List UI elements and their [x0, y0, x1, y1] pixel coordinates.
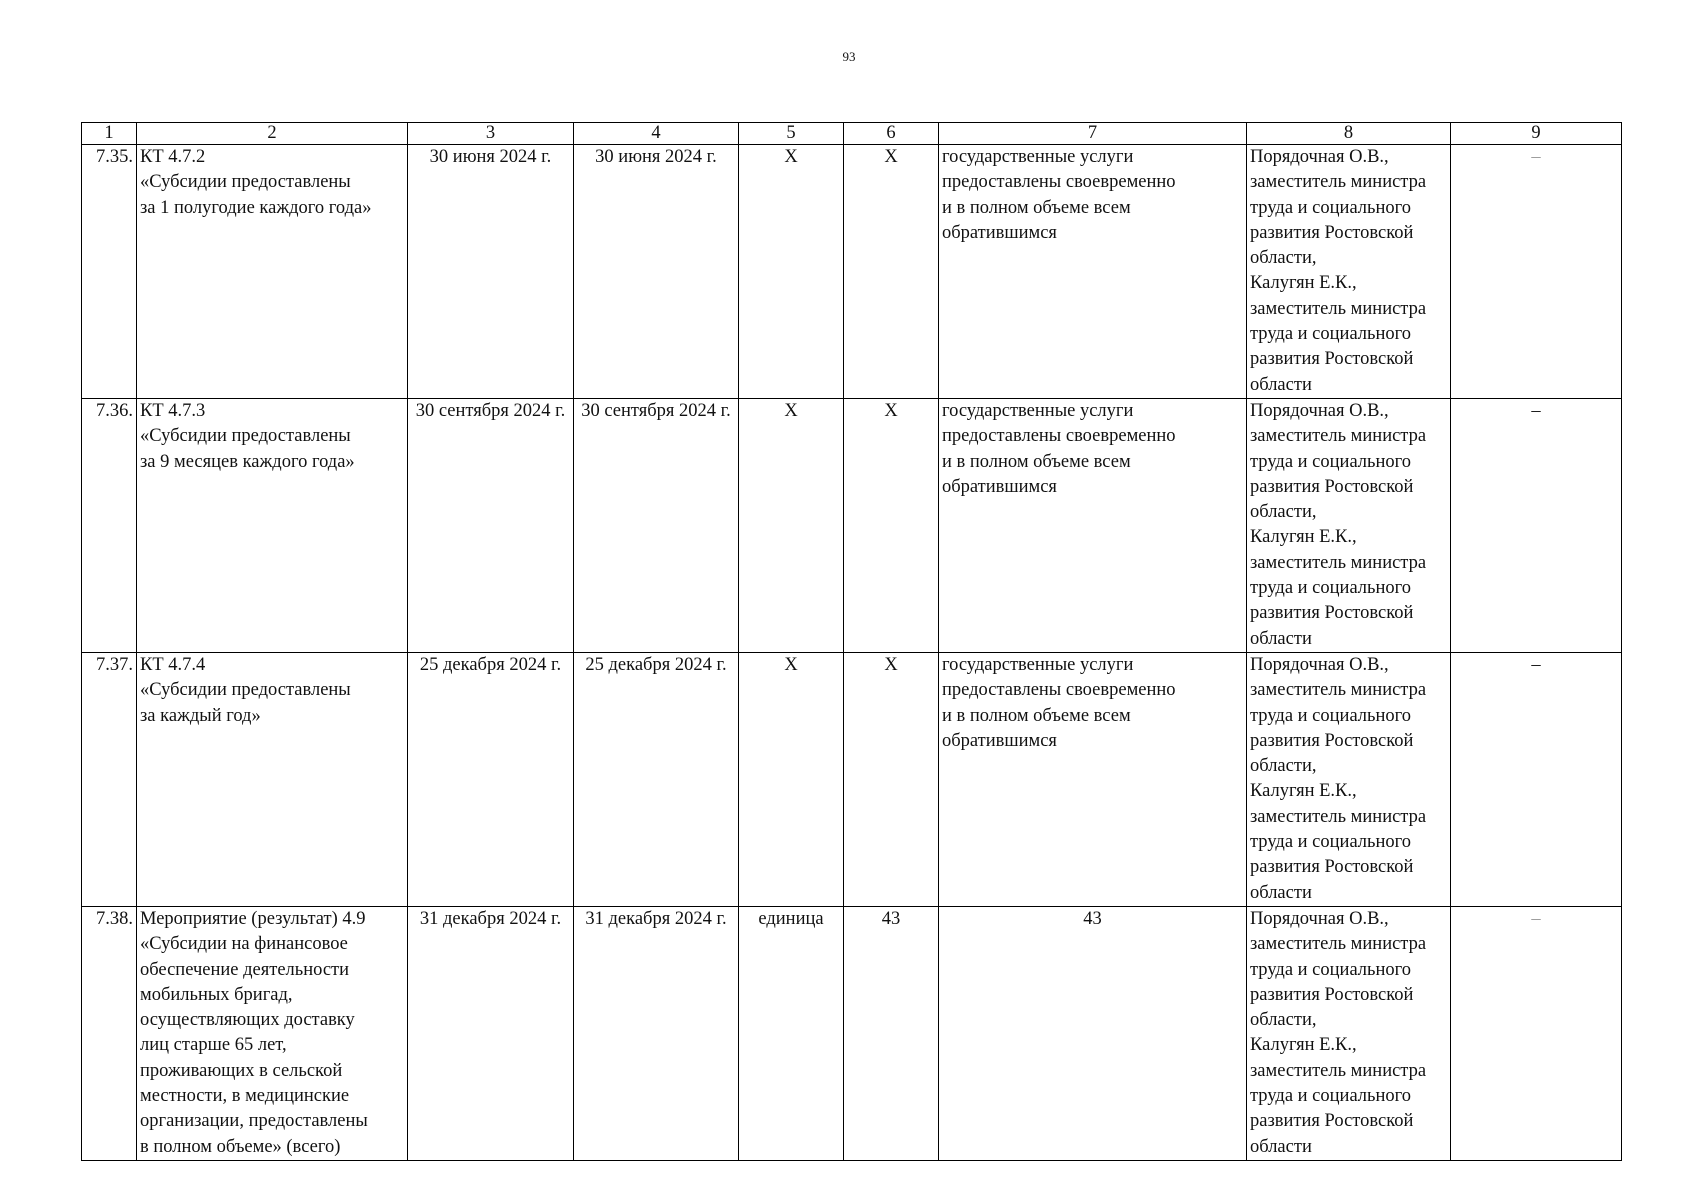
column-header: 7 [939, 123, 1247, 145]
row-unit: Х [739, 653, 844, 907]
row-date-start: 31 декабря 2024 г. [408, 907, 574, 1161]
row-result: государственные услуги предоставлены своевременно и в полном объеме всем обратившимся [939, 399, 1247, 653]
column-header: 5 [739, 123, 844, 145]
row-unit: единица [739, 907, 844, 1161]
column-number-row [82, 123, 1622, 145]
row-unit: Х [739, 145, 844, 399]
column-header: 6 [844, 123, 939, 145]
row-result: государственные услуги предоставлены своевременно и в полном объеме всем обратившимся [939, 653, 1247, 907]
row-number: 7.36. [82, 399, 137, 653]
row-value: Х [844, 145, 939, 399]
row-value: 43 [844, 907, 939, 1161]
row-unit: Х [739, 399, 844, 653]
page-number: 93 [842, 49, 856, 64]
row-result: государственные услуги предоставлены своевременно и в полном объеме всем обратившимся [939, 145, 1247, 399]
table-row [82, 145, 1622, 399]
row-name: КТ 4.7.2 «Субсидии предоставлены за 1 полугодие каждого года» [137, 145, 408, 399]
row-date-start: 30 июня 2024 г. [408, 145, 574, 399]
row-responsible: Порядочная О.В., заместитель министра труда и социального развития Ростовской области, Калугян Е.К., заместитель министра труда и социального развития Ростовской области [1247, 399, 1451, 653]
row-date-end: 30 июня 2024 г. [574, 145, 739, 399]
row-date-end: 31 декабря 2024 г. [574, 907, 739, 1161]
row-date-start: 30 сентября 2024 г. [408, 399, 574, 653]
column-header: 9 [1451, 123, 1622, 145]
row-value: Х [844, 653, 939, 907]
row-name: КТ 4.7.4 «Субсидии предоставлены за каждый год» [137, 653, 408, 907]
row-number: 7.37. [82, 653, 137, 907]
row-date-start: 25 декабря 2024 г. [408, 653, 574, 907]
row-name: КТ 4.7.3 «Субсидии предоставлены за 9 месяцев каждого года» [137, 399, 408, 653]
column-header: 2 [137, 123, 408, 145]
row-note: – [1451, 653, 1622, 907]
column-header: 1 [82, 123, 137, 145]
row-note: – [1451, 907, 1622, 1161]
row-value: Х [844, 399, 939, 653]
column-header: 3 [408, 123, 574, 145]
row-number: 7.38. [82, 907, 137, 1161]
row-date-end: 30 сентября 2024 г. [574, 399, 739, 653]
column-header: 8 [1247, 123, 1451, 145]
row-number: 7.35. [82, 145, 137, 399]
row-note: – [1451, 399, 1622, 653]
row-responsible: Порядочная О.В., заместитель министра труда и социального развития Ростовской области, Калугян Е.К., заместитель министра труда и социального развития Ростовской области [1247, 653, 1451, 907]
table-row [82, 907, 1622, 1161]
row-name: Мероприятие (результат) 4.9 «Субсидии на финансовое обеспечение деятельности мобильных бригад, осуществляющих доставку лиц старше 65 лет, проживающих в сельской местности, в медицинские организации, предоставлены в полном объеме» (всего) [137, 907, 408, 1161]
schedule-table [81, 122, 1622, 1161]
row-note: – [1451, 145, 1622, 399]
column-header: 4 [574, 123, 739, 145]
table-row [82, 399, 1622, 653]
table-row [82, 653, 1622, 907]
row-date-end: 25 декабря 2024 г. [574, 653, 739, 907]
row-result: 43 [939, 907, 1247, 1161]
row-responsible: Порядочная О.В., заместитель министра труда и социального развития Ростовской области, Калугян Е.К., заместитель министра труда и социального развития Ростовской области [1247, 907, 1451, 1161]
row-responsible: Порядочная О.В., заместитель министра труда и социального развития Ростовской области, Калугян Е.К., заместитель министра труда и социального развития Ростовской области [1247, 145, 1451, 399]
